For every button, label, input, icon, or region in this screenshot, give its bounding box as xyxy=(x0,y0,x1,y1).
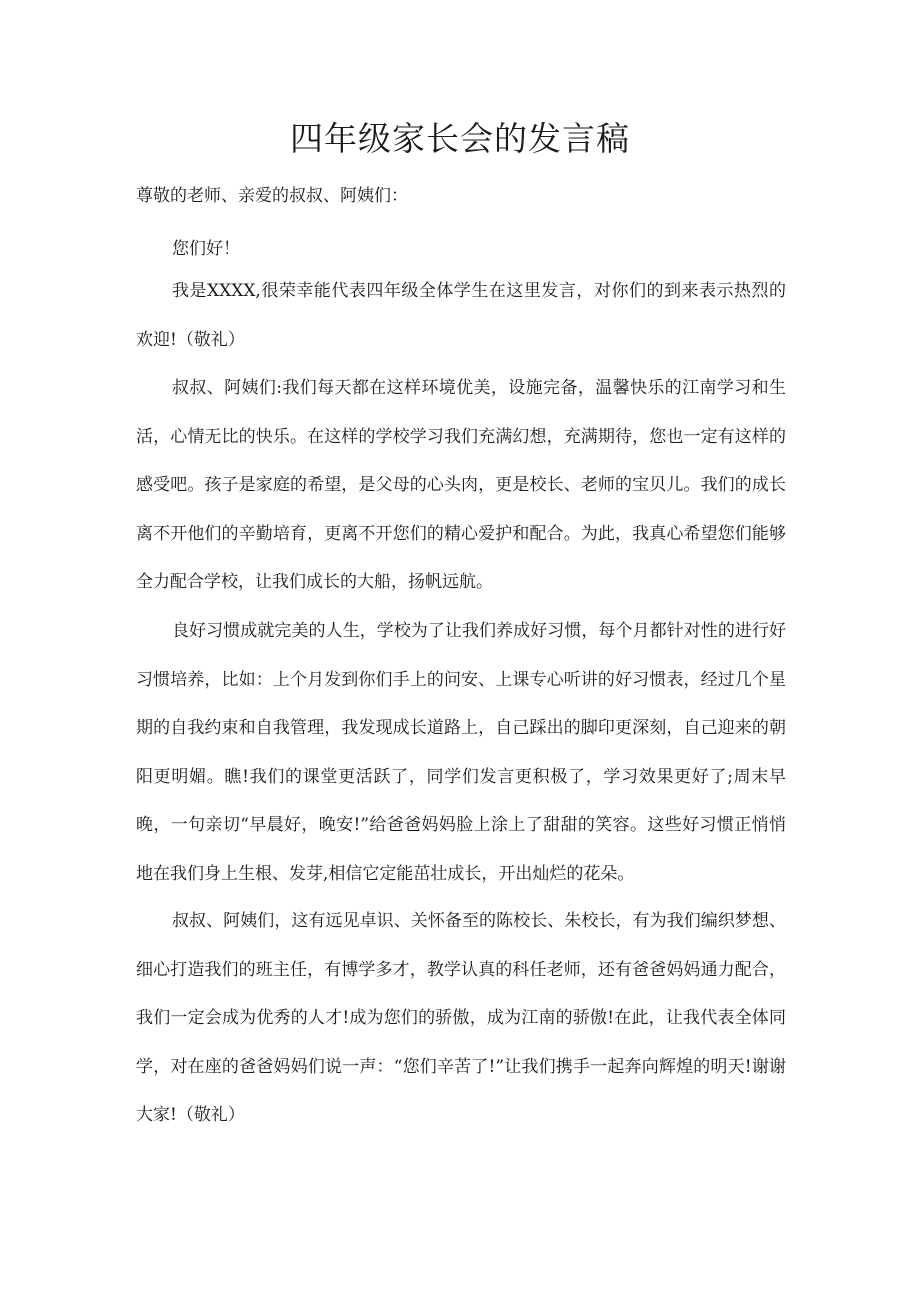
paragraph-school-environment: 叔叔、阿姨们:我们每天都在这样环境优美，设施完备，温馨快乐的江南学习和生活，心情无比的快乐。在这样的学校学习我们充满幻想，充满期待，您也一定有这样的感受吧。孩子是家庭的希望，是父母的心头肉，更是校长、老师的宝贝儿。我们的成长离不开他们的辛勤培育，更离不开您们的精心爱护和配合。为此，我真心希望您们能够全力配合学校，让我们成长的大船，扬帆远航。 xyxy=(136,378,786,592)
salutation: 尊敬的老师、亲爱的叔叔、阿姨们： xyxy=(136,186,408,206)
paragraph-thanks: 叔叔、阿姨们，这有远见卓识、关怀备至的陈校长、朱校长，有为我们编织梦想、细心打造我们的班主任，有博学多才，教学认真的科任老师，还有爸爸妈妈通力配合，我们一定会成为优秀的人才!成为您们的骄傲，成为江南的骄傲!在此，让我代表全体同学，对在座的爸爸妈妈们说一声：“您们辛苦了!”让我们携手一起奔向辉煌的明天!谢谢大家!（敬礼） xyxy=(136,911,786,1125)
paragraph-greeting: 您们好！ xyxy=(172,239,240,259)
document-title: 四年级家长会的发言稿 xyxy=(290,119,630,158)
paragraph-good-habits: 良好习惯成就完美的人生，学校为了让我们养成好习惯，每个月都针对性的进行好习惯培养，比如：上个月发到你们手上的问安、上课专心听讲的好习惯表，经过几个星期的自我约束和自我管理，我发现成长道路上，自己踩出的脚印更深刻，自己迎来的朝阳更明媚。瞧!我们的课堂更活跃了，同学们发言更积极了，学习效果更好了;周末早晚，一句亲切“早晨好，晚安!”给爸爸妈妈脸上涂上了甜甜的笑容。这些好习惯正悄悄地在我们身上生根、发芽,相信它定能茁壮成长，开出灿烂的花朵。 xyxy=(136,621,786,884)
paragraph-introduction: 我是XXXX,很荣幸能代表四年级全体学生在这里发言，对你们的到来表示热烈的欢迎!（敬礼） xyxy=(136,281,786,350)
